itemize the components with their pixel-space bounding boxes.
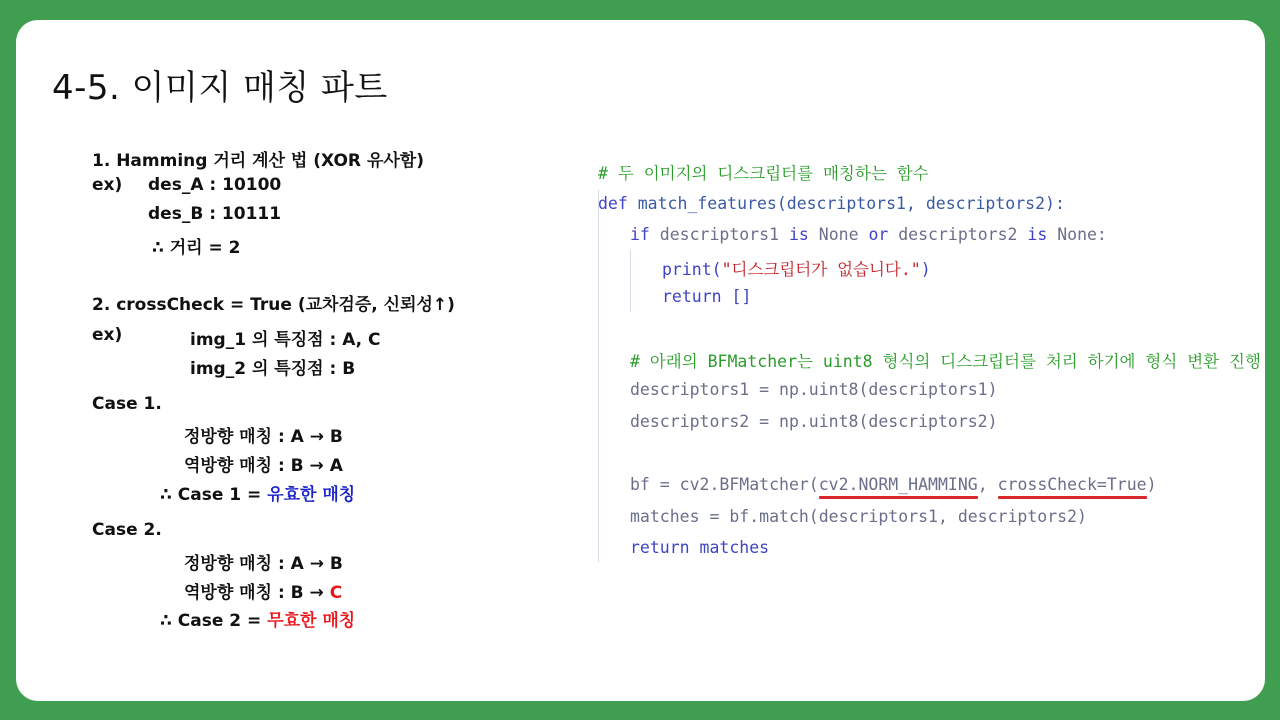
case1-forward: 정방향 매칭 : A → B — [184, 427, 343, 447]
img2-features: img_2 의 특징점 : B — [190, 359, 356, 379]
code-def-line — [598, 194, 1065, 213]
bf-prefix: bf = cv2.BFMatcher( — [630, 475, 819, 494]
none-2: None: — [1047, 225, 1107, 244]
case2-label: Case 2. — [92, 520, 162, 540]
code-screenshot — [598, 150, 1261, 570]
case2-backward-prefix: 역방향 매칭 : B → — [184, 583, 330, 603]
case1-label: Case 1. — [92, 394, 162, 414]
bf-separator: , — [977, 475, 998, 494]
is-keyword-1: is — [788, 225, 809, 244]
code-if-line — [630, 225, 1107, 244]
print-string: "디스크립터가 없습니다." — [721, 260, 921, 279]
code-conv-2: descriptors2 = np.uint8(descriptors2) — [630, 412, 998, 431]
none-1: None — [808, 225, 869, 244]
case1-valid-text: 유효한 매칭 — [267, 485, 356, 505]
case2-invalid-text: 무효한 매칭 — [267, 611, 356, 631]
crosscheck-ex-label: ex) — [92, 325, 123, 345]
code-matches: matches = bf.match(descriptors1, descriptors2) — [630, 507, 1087, 526]
hamming-result: ∴ 거리 = 2 — [152, 238, 241, 258]
des-b-value: des_B : 10111 — [148, 204, 282, 224]
code-bf-line — [630, 475, 1157, 494]
code-return-empty: return [] — [662, 287, 752, 306]
print-call: print( — [662, 260, 722, 279]
code-comment-2: # 아래의 BFMatcher는 uint8 형식의 디스크립터를 처리 하기에 형식 변환 진행 — [630, 352, 1261, 371]
if-keyword: if — [630, 225, 650, 244]
case2-backward-target: C — [329, 583, 343, 603]
case1-conclusion — [160, 480, 355, 505]
if-operand-1: descriptors1 — [649, 225, 789, 244]
crosscheck-underline — [998, 496, 1147, 499]
case2-conclusion — [160, 606, 355, 631]
crosscheck-heading: 2. crossCheck = True (교차검증, 신뢰성↑) — [92, 295, 455, 315]
slide-title: 4-5. 이미지 매칭 파트 — [52, 68, 388, 108]
or-keyword: or — [868, 225, 889, 244]
explanation-panel — [92, 0, 562, 720]
case2-backward — [184, 578, 342, 603]
def-keyword: def — [598, 194, 628, 213]
hamming-ex-label: ex) — [92, 175, 123, 195]
norm-hamming-arg — [819, 475, 978, 494]
code-conv-1: descriptors1 = np.uint8(descriptors1) — [630, 380, 998, 399]
print-close: ) — [920, 260, 931, 279]
indent-guide-outer — [598, 190, 599, 562]
is-keyword-2: is — [1027, 225, 1048, 244]
case1-backward: 역방향 매칭 : B → A — [184, 456, 343, 476]
des-a-value: des_A : 10100 — [148, 175, 282, 195]
function-signature: match_features(descriptors1, descriptors2): — [627, 194, 1065, 213]
case2-forward: 정방향 매칭 : A → B — [184, 554, 343, 574]
if-operand-2: descriptors2 — [888, 225, 1028, 244]
hamming-heading: 1. Hamming 거리 계산 법 (XOR 유사함) — [92, 151, 424, 171]
code-print-line — [662, 256, 931, 280]
case2-conclusion-prefix: ∴ Case 2 = — [160, 611, 268, 631]
indent-guide-inner — [630, 250, 631, 312]
norm-hamming-text: cv2.NORM_HAMMING — [818, 475, 978, 494]
crosscheck-arg — [998, 475, 1147, 494]
case1-conclusion-prefix: ∴ Case 1 = — [160, 485, 268, 505]
code-return-matches: return matches — [630, 538, 770, 557]
code-comment-1: # 두 이미지의 디스크립터를 매칭하는 함수 — [598, 164, 929, 183]
crosscheck-text: crossCheck=True — [997, 475, 1147, 494]
img1-features: img_1 의 특징점 : A, C — [190, 330, 381, 350]
norm-hamming-underline — [819, 496, 978, 499]
bf-close: ) — [1146, 475, 1157, 494]
